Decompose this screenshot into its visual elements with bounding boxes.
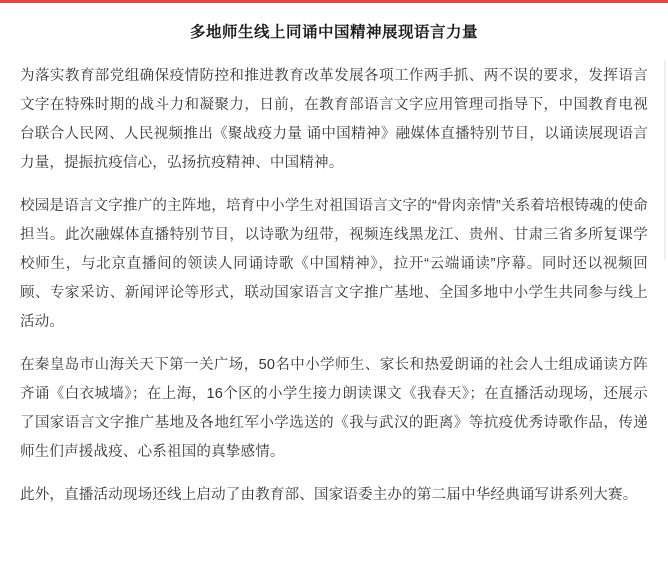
article-body (0, 3, 668, 582)
paragraph: 为落实教育部党组确保疫情防控和推进教育改革发展各项工作两手抓、两不误的要求，发挥语言文字在特殊时期的战斗力和凝聚力，日前，在教育部语言文字应用管理司指导下，中国教育电视台联合人民网、人民视频推出《聚战疫力量 诵中国精神》融媒体直播特别节目，以诵读展现语言力量，提振抗疫信心，弘扬抗疫精神、中国精神。 (20, 68, 648, 172)
page-edge-marker (664, 60, 666, 260)
page-title: 多地师生线上同诵中国精神展现语言力量 (189, 24, 478, 41)
paragraph: 在秦皇岛市山海关天下第一关广场，50名中小学师生、家长和热爱朗诵的社会人士组成诵读方阵齐诵《白衣城墙》；在上海，16个区的小学生接力朗读课文《我春天》；在直播活动现场，还展示了国家语言文字推广基地及各地红军小学选送的《我与武汉的距离》等抗疫优秀诗歌作品，传递师生们声援战疫、心系祖国的真挚感情。 (20, 357, 648, 461)
paragraph: 此外，直播活动现场还线上启动了由教育部、国家语委主办的第二届中华经典诵写讲系列大赛。 (20, 487, 638, 504)
paragraph: 校园是语言文字推广的主阵地，培育中小学生对祖国语言文字的“骨肉亲情”关系着培根铸魂的使命担当。此次融媒体直播特别节目，以诗歌为纽带，视频连线黑龙江、贵州、甘肃三省多所复课学校师生，与北京直播间的领读人同诵诗歌《中国精神》，拉开“云端诵读”序幕。同时还以视频回顾、专家采访、新闻评论等形式，联动国家语言文字推广基地、全国多地中小学生共同参与线上活动。 (20, 198, 648, 331)
